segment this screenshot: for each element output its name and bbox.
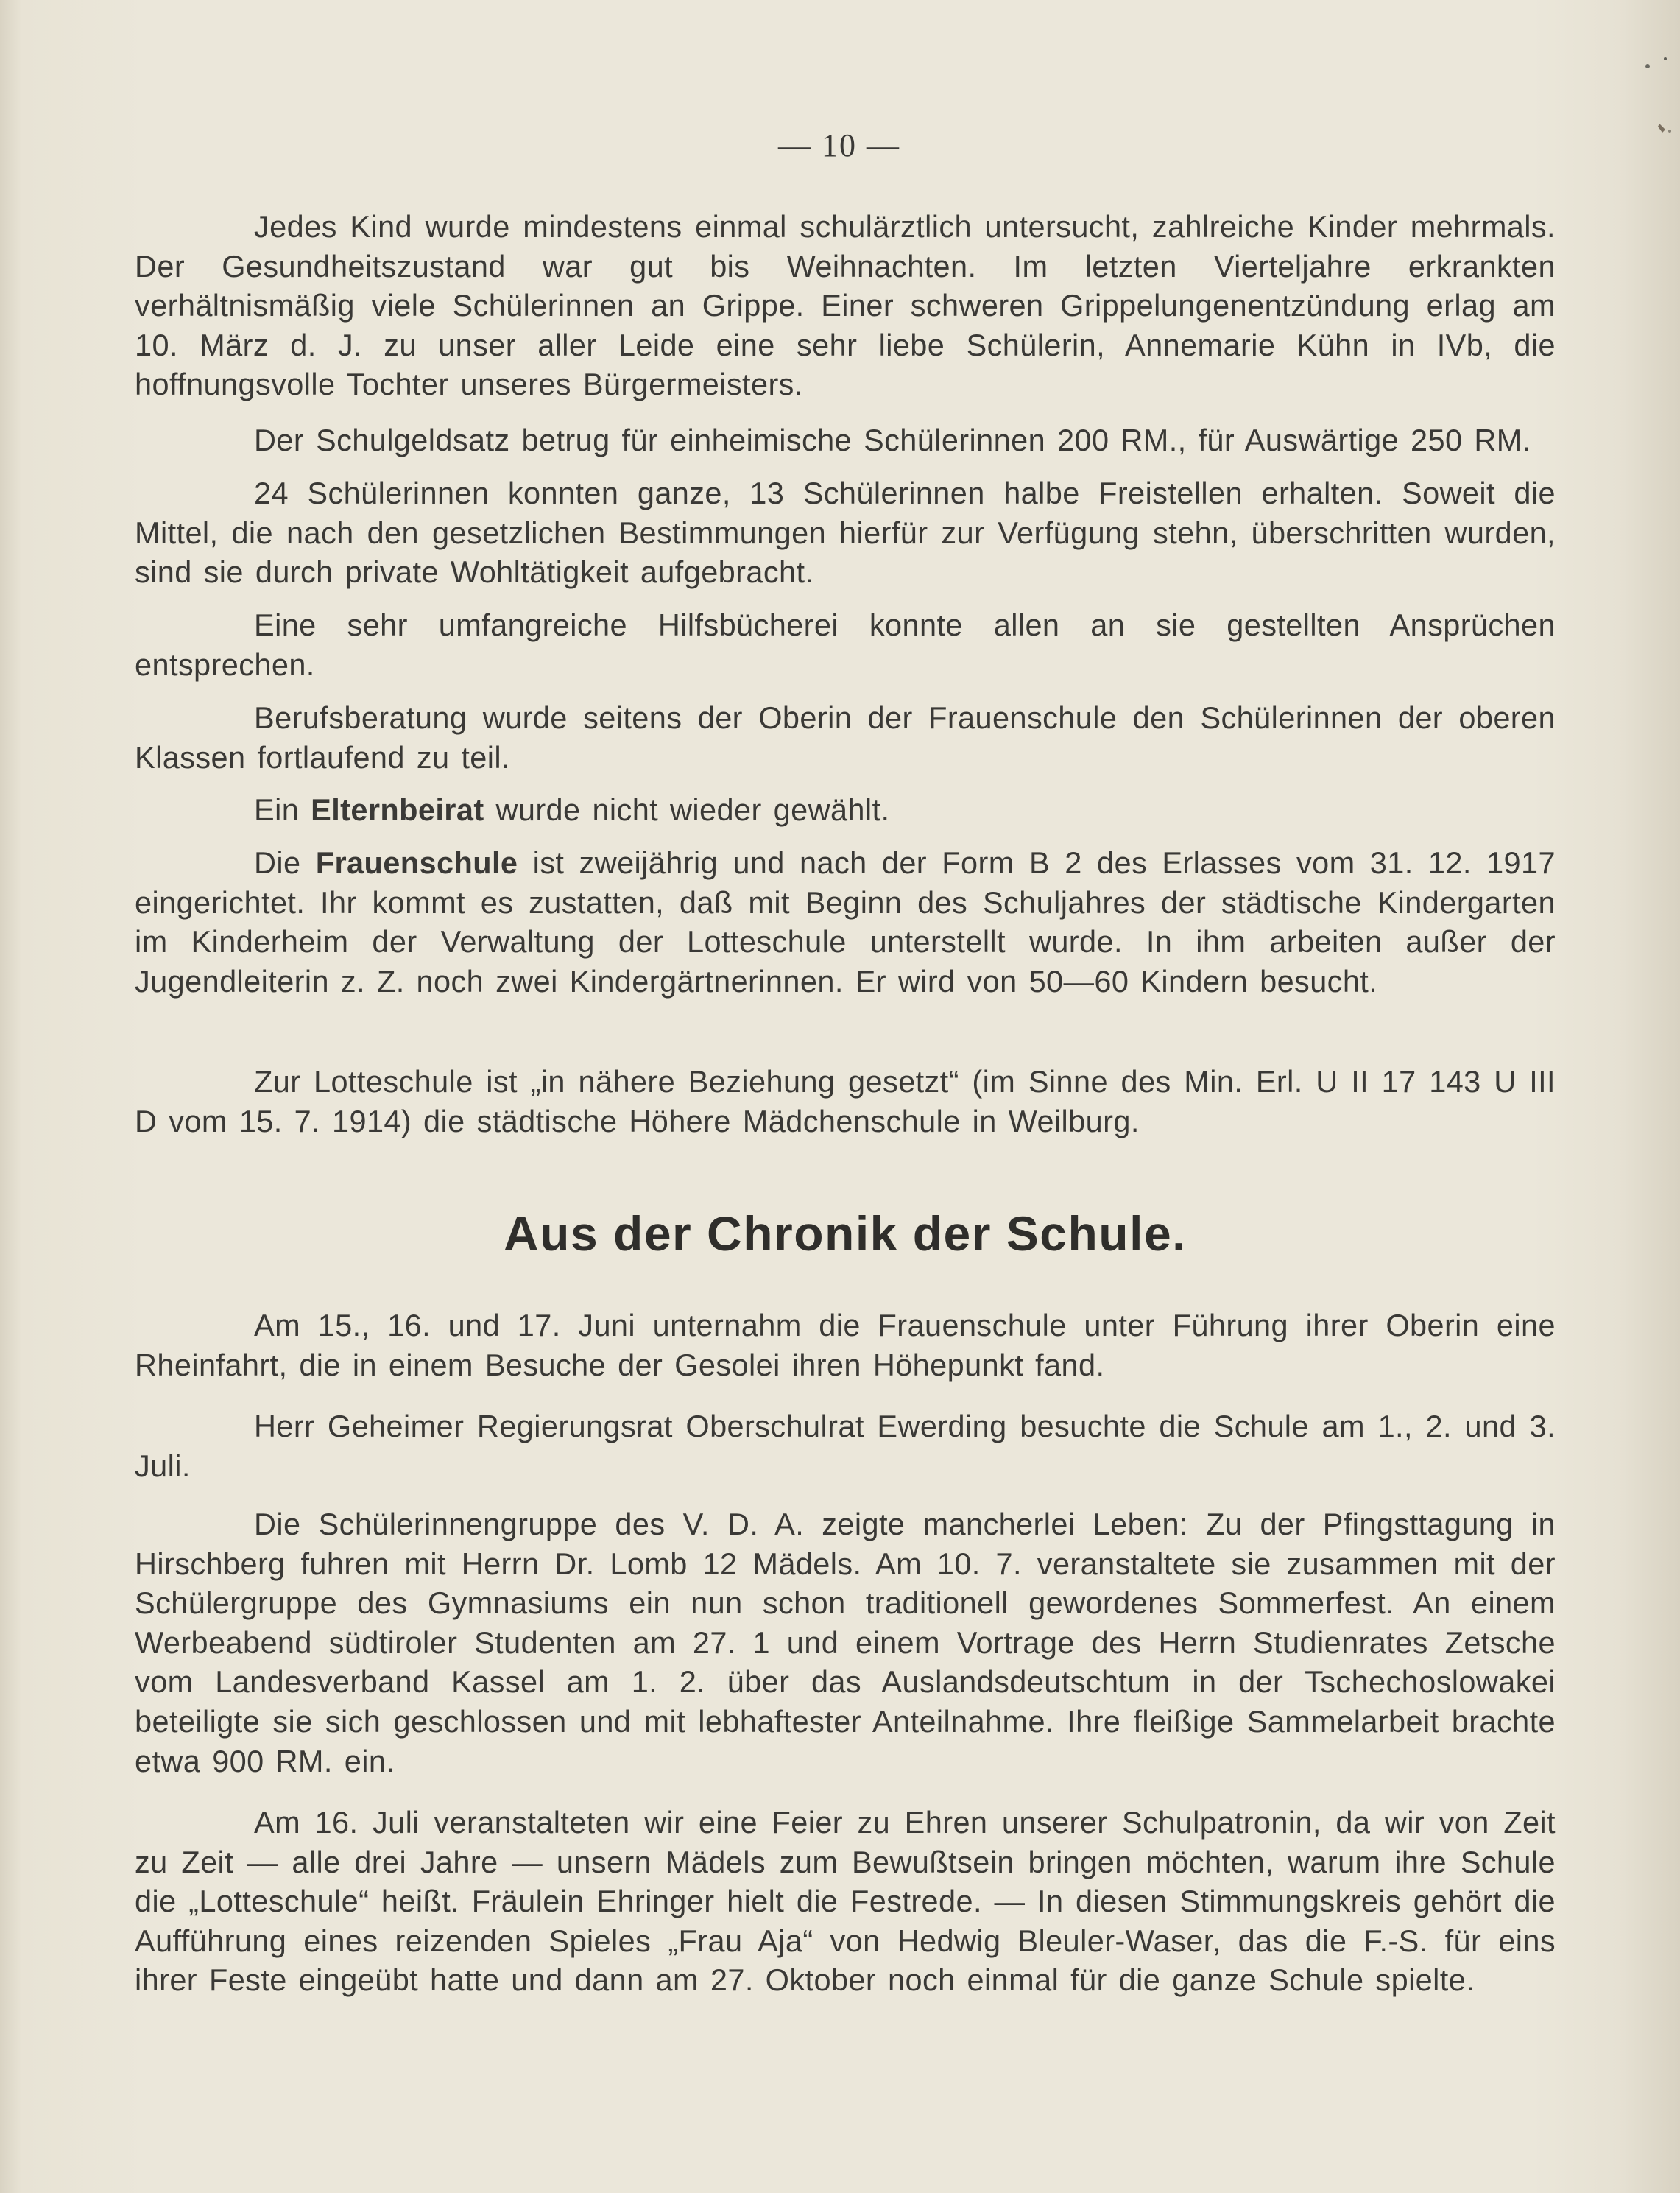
paragraph-library: Eine sehr umfangreiche Hilfsbücherei konnte allen an sie gestellten Ansprüchen entsprechen. — [135, 608, 1556, 682]
paragraph-health: Jedes Kind wurde mindestens einmal schulärztlich untersucht, zahlreiche Kinder mehrmals. Der Gesundheitszustand war gut bis Weihnachten. Im letzten Vierteljahre erkrankten verhältnismäßig viele Schülerinnen an Grippe. Einer schweren Grippelungenentzündung erlag am 10. März d. J. zu unser aller Leide eine sehr liebe Schülerin, Annemarie Kühn in IVb, die hoffnungsvolle Tochter unseres Bürgermeisters. — [135, 209, 1556, 402]
paragraph-celebration: Am 16. Juli veranstalteten wir eine Feier zu Ehren unserer Schulpatronin, da wir von Zeit zu Zeit — alle drei Jahre — unsern Mädels zum Bewußtsein bringen möchten, warum ihre Schule die „Lotteschule“ heißt. Fräulein Ehringer hielt die Festrede. — In diesen Stimmungskreis gehört die Aufführung eines reizenden Spieles „Frau Aja“ von Hedwig Bleuler-Waser, das die F.-S. für eins ihrer Feste eingeübt hatte und dann am 27. Oktober noch einmal für die ganze Schule spielte. — [135, 1805, 1556, 1998]
paragraph-career-advice: Berufsberatung wurde seitens der Oberin der Frauenschule den Schülerinnen der oberen Klassen fortlaufend zu teil. — [135, 700, 1556, 775]
paragraph-rheinfahrt: Am 15., 16. und 17. Juni unternahm die Frauenschule unter Führung ihrer Oberin eine Rheinfahrt, die in einem Besuche der Gesolei ihren Höhepunkt fand. — [135, 1308, 1556, 1382]
page-number: — 10 — — [778, 127, 900, 163]
text: Die — [254, 845, 316, 880]
paragraph-frauenschule — [135, 843, 1556, 1001]
section-heading-chronik: Aus der Chronik der Schule. — [503, 1206, 1187, 1261]
paragraph-school-fees: Der Schulgeldsatz betrug für einheimische Schülerinnen 200 RM., für Auswärtige 250 RM. — [254, 423, 1531, 457]
paragraph-elternbeirat — [135, 790, 1556, 830]
paragraph-free-places: 24 Schülerinnen konnten ganze, 13 Schülerinnen halbe Freistellen erhalten. Soweit die Mittel, die nach den gesetzlichen Bestimmungen hierfür zur Verfügung stehn, überschritten wurden, sind sie durch private Wohltätigkeit aufgebracht. — [135, 476, 1556, 590]
paragraph-vda-group: Die Schülerinnengruppe des V. D. A. zeigte mancherlei Leben: Zu der Pfingsttagung in Hirschberg fuhren mit Herrn Dr. Lomb 12 Mädels. Am 10. 7. veranstaltete sie zusammen mit der Schülergruppe des Gymnasiums ein nun schon traditionell gewordenes Sommerfest. An einem Werbeabend südtiroler Studenten am 27. 1 und einem Vortrage des Herrn Studienrates Zetsche vom Landesverband Kassel am 1. 2. über das Auslandsdeutschtum in der Tschechoslowakei beteiligte sie sich geschlossen und mit lebhaftester Anteilnahme. Ihre fleißige Sammelarbeit brachte etwa 900 RM. ein. — [135, 1507, 1556, 1778]
text: ist zweijährig und nach der Form B 2 des Erlasses vom 31. 12. 1917 eingerichtet. Ihr kommt es zustatten, daß mit Beginn des Schuljahres der städtische Kindergarten im Kinderheim der Verwaltung der Lotteschule unterstellt wurde. In ihm arbeiten außer der Jugendleiterin z. Z. noch zwei Kindergärtnerinnen. Er wird von 50—60 Kindern besucht. — [135, 845, 1556, 999]
text: Ein — [254, 792, 311, 827]
paragraph-lotteschule-relation: Zur Lotteschule ist „in nähere Beziehung gesetzt“ (im Sinne des Min. Erl. U II 17 143 U III D vom 15. 7. 1914) die städtische Höhere Mädchenschule in Weilburg. — [135, 1064, 1556, 1138]
bold-term-frauenschule: Frauenschule — [315, 845, 518, 880]
paper-stain-mark — [1637, 44, 1674, 155]
paragraph-visit: Herr Geheimer Regierungsrat Oberschulrat Ewerding besuchte die Schule am 1., 2. und 3. Juli. — [135, 1409, 1556, 1483]
text: wurde nicht wieder gewählt. — [484, 792, 890, 827]
bold-term-elternbeirat: Elternbeirat — [311, 792, 484, 827]
